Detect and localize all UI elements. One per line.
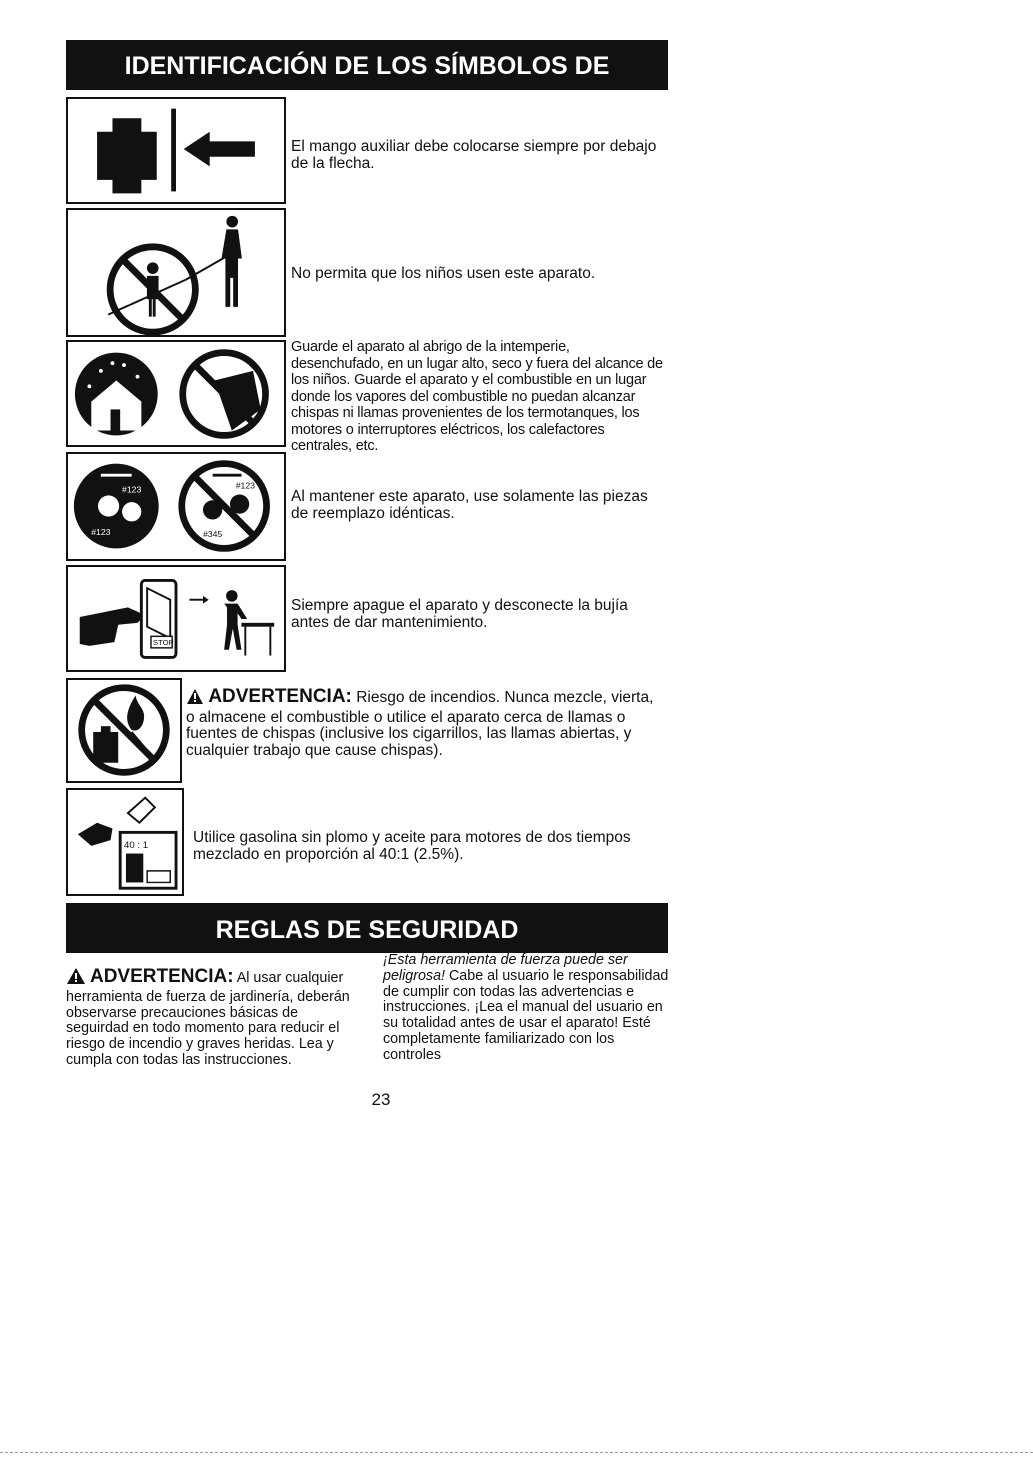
part-label: #123 bbox=[235, 480, 255, 491]
warning-label: ADVERTENCIA: bbox=[208, 686, 352, 707]
symbol-description: Al mantener este aparato, use solamente las piezas de reemplazo idénticas. bbox=[291, 488, 648, 522]
identical-parts-icon bbox=[66, 452, 286, 561]
section-title-safety-rules: REGLAS DE SEGURIDAD bbox=[66, 903, 668, 953]
symbol-description: Utilice gasolina sin plomo y aceite para motores de dos tiempos mezclado en proporción al 40:1 (2.5%). bbox=[193, 829, 631, 863]
rules-danger-note: ¡Esta herramienta de fuerza puede ser peligrosa! bbox=[383, 952, 628, 984]
warning-triangle-icon bbox=[66, 967, 86, 990]
rules-right-text: Cabe al usuario le responsabilidad de cumplir con todas las advertencias e instrucciones. ¡Lea el manual del usuario en su totalidad antes de usar el aparato! Esté completamente familiarizado con los controles bbox=[383, 967, 669, 1063]
symbol-description: Siempre apague el aparato y desconecte la bujía antes de dar mantenimiento. bbox=[291, 597, 628, 631]
page-bottom-edge bbox=[0, 1452, 1033, 1453]
rules-left-column bbox=[66, 967, 362, 1069]
part-label: #123 bbox=[91, 526, 111, 537]
stop-label: STOP bbox=[152, 637, 174, 647]
part-label: #123 bbox=[122, 484, 142, 495]
rules-right-column bbox=[383, 953, 673, 1064]
part-label: #345 bbox=[202, 528, 223, 539]
rules-left-text: Al usar cualquier herramienta de fuerza de jardinería, deberán observarse precauciones básicas de seguirdad en todo momento para reducir el riesgo de incendio y graves heridas. Lea y cumpla con todas las instrucciones. bbox=[66, 970, 350, 1068]
fire-warning bbox=[186, 688, 666, 759]
no-fire-icon bbox=[66, 678, 182, 783]
warning-text: Riesgo de incendios. Nunca mezcle, vierta, o almacene el combustible o utilice el aparato cerca de llamas o fuentes de chispas (inclusive los cigarrillos, las llamas abiertas, y cualquier trabajo que cause chispas). bbox=[186, 689, 654, 759]
warning-label: ADVERTENCIA: bbox=[89, 966, 234, 987]
fuel-mix-icon bbox=[66, 788, 184, 896]
symbol-description: El mango auxiliar debe colocarse siempre por debajo de la flecha. bbox=[291, 138, 657, 172]
auxiliary-handle-arrow-icon bbox=[66, 97, 286, 204]
symbol-description: Guarde el aparato al abrigo de la intemperie, desenchufado, en un lugar alto, seco y fuera del alcance de los niños. Guarde el aparato y el combustible en un lugar donde los vapores del combustible no puedan alcanzar chispas ni llamas provenientes de los termotanques, los motores o interruptores eléctricos, los calefactores centrales, etc. bbox=[291, 339, 663, 454]
warning-triangle-icon bbox=[186, 688, 204, 710]
page-number: 23 bbox=[371, 1090, 391, 1109]
stop-switch-icon bbox=[66, 565, 286, 672]
ratio-label: 40 : 1 bbox=[124, 839, 149, 851]
section-title-safety-symbols: IDENTIFICACIÓN DE LOS SÍMBOLOS DE SEGURIDAD bbox=[66, 40, 668, 90]
storage-shelter-icon bbox=[66, 340, 286, 447]
no-children-icon bbox=[66, 208, 286, 337]
symbol-description: No permita que los niños usen este aparato. bbox=[291, 265, 596, 282]
